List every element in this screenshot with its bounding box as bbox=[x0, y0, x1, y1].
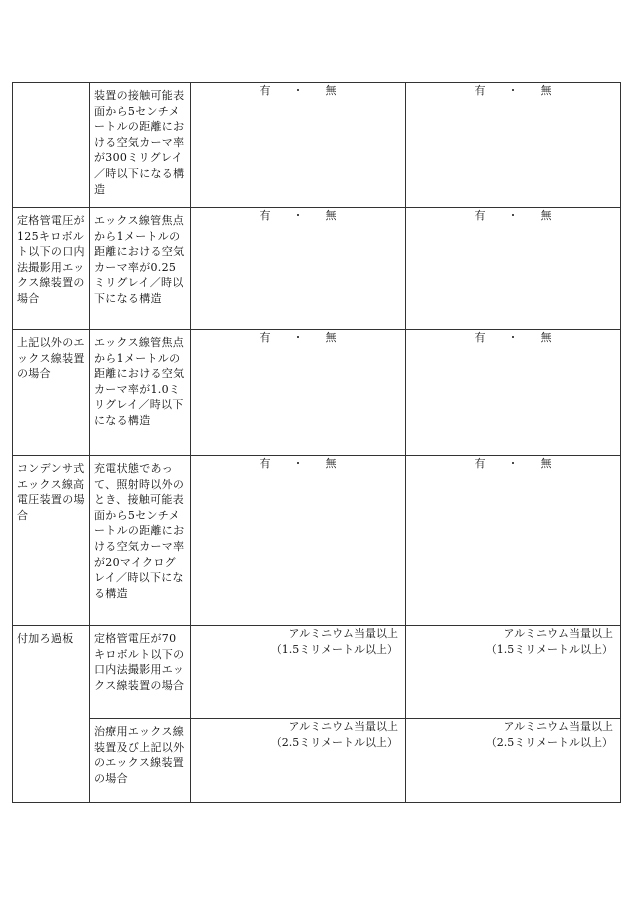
condition-cell bbox=[13, 330, 90, 456]
aluminium-thickness: （1.5ミリメートル以上） bbox=[485, 643, 613, 656]
condition-text: 上記以外のエックス線装置の場合 bbox=[17, 336, 85, 381]
requirement-text: 治療用エックス線装置及び上記以外のエックス線装置の場合 bbox=[94, 725, 185, 785]
aluminium-thickness: （2.5ミリメートル以上） bbox=[270, 736, 398, 749]
aluminium-thickness: （2.5ミリメートル以上） bbox=[485, 736, 613, 749]
condition-cell bbox=[13, 456, 90, 626]
presence-choice: 有 ・ 無 bbox=[259, 209, 337, 222]
condition-text: コンデンサ式エックス線高電圧装置の場合 bbox=[17, 462, 85, 522]
aluminium-cell-col4 bbox=[406, 719, 621, 803]
presence-choice: 有 ・ 無 bbox=[474, 209, 552, 222]
aluminium-line: アルミニウム当量以上 bbox=[288, 627, 398, 640]
presence-choice: 有 ・ 無 bbox=[259, 457, 337, 470]
requirements-table bbox=[12, 82, 621, 803]
requirement-text: 充電状態であって、照射時以外のとき、接触可能表面から5センチメートルの距離における空気カーマ率が20マイクログレイ／時以下になる構造 bbox=[94, 462, 185, 600]
table-row bbox=[13, 330, 621, 456]
requirement-text: エックス線管焦点から1メートルの距離における空気カーマ率が0.25ミリグレイ／時以下になる構造 bbox=[94, 214, 185, 305]
aluminium-line: アルミニウム当量以上 bbox=[503, 627, 613, 640]
table-row bbox=[13, 626, 621, 719]
aluminium-equivalent bbox=[406, 626, 620, 664]
presence-cell-col4 bbox=[406, 208, 621, 330]
requirement-cell bbox=[90, 208, 191, 330]
requirement-text: エックス線管焦点から1メートルの距離における空気カーマ率が1.0ミリグレイ／時以下になる構造 bbox=[94, 336, 185, 427]
presence-cell-col3 bbox=[191, 83, 406, 208]
aluminium-cell-col4 bbox=[406, 626, 621, 719]
aluminium-line: アルミニウム当量以上 bbox=[288, 720, 398, 733]
condition-text bbox=[13, 83, 89, 91]
requirement-text: 定格管電圧が70キロボルト以下の口内法撮影用エックス線装置の場合 bbox=[94, 632, 185, 692]
presence-cell-col3 bbox=[191, 208, 406, 330]
requirement-cell bbox=[90, 719, 191, 803]
aluminium-cell-col3 bbox=[191, 626, 406, 719]
condition-text: 定格管電圧が125キロボルト以下の口内法撮影用エックス線装置の場合 bbox=[17, 214, 85, 305]
table-row bbox=[13, 456, 621, 626]
aluminium-equivalent bbox=[406, 719, 620, 757]
requirement-cell bbox=[90, 330, 191, 456]
presence-cell-col4 bbox=[406, 456, 621, 626]
table-row bbox=[13, 719, 621, 803]
aluminium-equivalent bbox=[191, 719, 405, 757]
presence-choice: 有 ・ 無 bbox=[474, 84, 552, 97]
aluminium-cell-col3 bbox=[191, 719, 406, 803]
presence-choice: 有 ・ 無 bbox=[474, 331, 552, 344]
presence-choice: 有 ・ 無 bbox=[474, 457, 552, 470]
presence-choice: 有 ・ 無 bbox=[259, 331, 337, 344]
requirement-text: 装置の接触可能表面から5センチメートルの距離における空気カーマ率が300ミリグレイ／時以下になる構造 bbox=[94, 89, 185, 196]
requirement-cell bbox=[90, 83, 191, 208]
presence-choice: 有 ・ 無 bbox=[259, 84, 337, 97]
aluminium-thickness: （1.5ミリメートル以上） bbox=[270, 643, 398, 656]
presence-cell-col3 bbox=[191, 456, 406, 626]
table-row bbox=[13, 83, 621, 208]
presence-cell-col3 bbox=[191, 330, 406, 456]
presence-cell-col4 bbox=[406, 330, 621, 456]
aluminium-line: アルミニウム当量以上 bbox=[503, 720, 613, 733]
filter-label-cell bbox=[13, 626, 90, 803]
aluminium-equivalent bbox=[191, 626, 405, 664]
condition-cell bbox=[13, 83, 90, 208]
presence-cell-col4 bbox=[406, 83, 621, 208]
table-row bbox=[13, 208, 621, 330]
condition-cell bbox=[13, 208, 90, 330]
requirement-cell bbox=[90, 456, 191, 626]
filter-label: 付加ろ過板 bbox=[17, 632, 74, 645]
requirement-cell bbox=[90, 626, 191, 719]
